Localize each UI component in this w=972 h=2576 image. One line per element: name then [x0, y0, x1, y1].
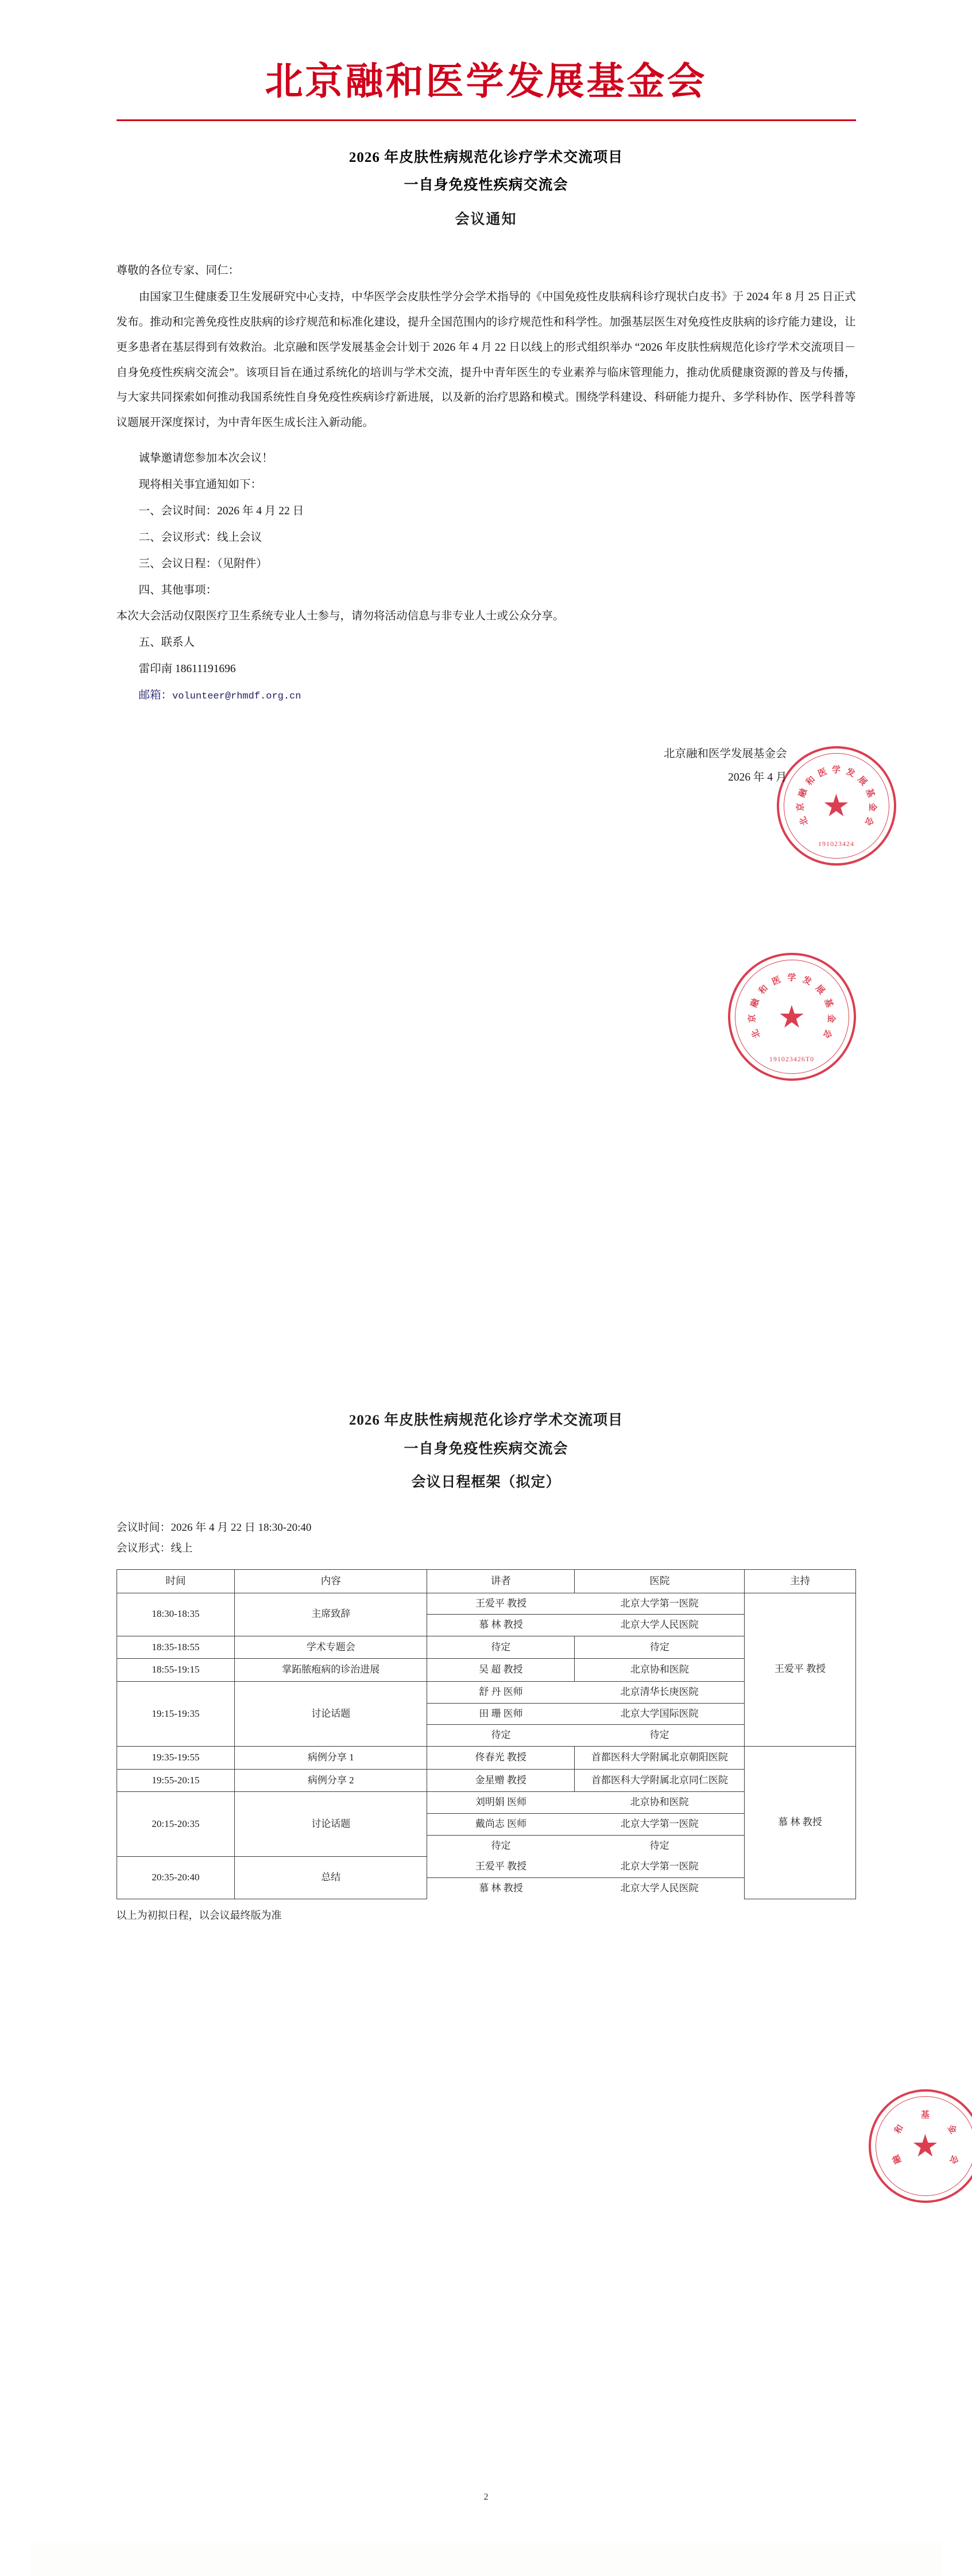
page-two [30, 1251, 942, 2543]
cell-speaker-item: 慕 林 教授 [479, 1882, 523, 1894]
cell-hospital-item: 北京大学第一医院 [575, 1593, 745, 1615]
cell-topic: 讨论话题 [235, 1792, 427, 1856]
cell-hospital-item: 北京大学人民医院 [620, 1882, 699, 1894]
cell-speaker-item: 田 珊 医师 [427, 1703, 575, 1725]
agenda-table [117, 1569, 856, 1899]
header-divider [117, 119, 856, 121]
agenda-item-4-text: 本次大会活动仅限医疗卫生系统专业人士参与，请勿将活动信息与非专业人士或公众分享。 [116, 610, 564, 623]
cell-speaker: 待定 [427, 1636, 575, 1659]
agenda-subtitle: 会议日程框架（拟定） [411, 1475, 561, 1490]
agenda-item-4: 四、其他事项： [138, 584, 218, 596]
cell-hospital-item: 北京大学第一医院 [575, 1856, 745, 1877]
cell-speaker-item: 待定 [491, 1840, 511, 1851]
cell-time: 18:35-18:55 [117, 1636, 235, 1659]
cell-speaker-item: 王爱平 教授 [427, 1856, 575, 1877]
letter-body [117, 258, 856, 708]
agenda-item-2: 二、会议形式：线上会议 [138, 531, 262, 544]
cell-speaker [427, 1856, 575, 1899]
meeting-time: 会议时间：2026 年 4 月 22 日 18:30-20:40 [116, 1522, 312, 1534]
cell-speaker-item: 舒 丹 医师 [427, 1682, 575, 1703]
contact-person: 雷印南 18611191696 [138, 663, 236, 676]
document-subtitle: 会议通知 [455, 212, 517, 227]
cell-chair: 慕 林 教授 [745, 1747, 855, 1899]
cell-speaker [427, 1792, 575, 1856]
notice-line: 现将相关事宜通知如下： [138, 479, 262, 491]
agenda-table-body [117, 1593, 855, 1899]
cell-hospital-item: 待定 [649, 1729, 669, 1741]
cell-topic: 学术专题会 [235, 1636, 427, 1659]
document-title-line-1: 2026 年皮肤性病规范化诊疗学术交流项目 [348, 150, 624, 165]
seal-code: 191023424 [818, 840, 854, 848]
signature-block [117, 743, 856, 790]
cell-hospital-item: 北京清华长庚医院 [575, 1682, 745, 1703]
meeting-form: 会议形式：线上 [116, 1542, 193, 1555]
cell-topic: 掌跖脓疱病的诊治进展 [235, 1659, 427, 1682]
cell-hospital: 待定 [575, 1636, 745, 1659]
cell-time: 19:55-20:15 [117, 1769, 235, 1792]
cell-time: 18:55-19:15 [117, 1659, 235, 1682]
table-row [117, 1593, 855, 1636]
header-hospital: 医院 [575, 1570, 745, 1593]
header-speaker: 讲者 [427, 1570, 575, 1593]
cell-time: 19:15-19:35 [117, 1682, 235, 1747]
letterhead [117, 34, 856, 109]
seal-arc-text: 北 京 融 和 医 学 发 展 基 金 会 [748, 973, 836, 1039]
cell-hospital [575, 1856, 745, 1899]
agenda-title [117, 1297, 856, 1464]
document-page [30, 0, 959, 2576]
cell-speaker: 佟春光 教授 [427, 1747, 575, 1770]
cell-hospital [575, 1593, 745, 1636]
cell-speaker-item: 戴尚志 医师 [427, 1813, 575, 1835]
agenda-item-3: 三、会议日程：（见附件） [138, 557, 268, 570]
signature-date: 2026 年 4 月 [728, 771, 787, 783]
cell-speaker-item: 待定 [491, 1729, 511, 1741]
cell-hospital-item: 北京大学人民医院 [620, 1619, 699, 1631]
document-title [117, 144, 856, 199]
cell-hospital: 首都医科大学附属北京同仁医院 [575, 1769, 745, 1792]
page-number: 2 [483, 2492, 489, 2502]
page-one [30, 0, 942, 1251]
cell-speaker: 吴 超 教授 [427, 1659, 575, 1682]
cell-speaker: 金星赠 教授 [427, 1769, 575, 1792]
cell-time: 19:35-19:55 [117, 1747, 235, 1770]
cell-time: 18:30-18:35 [117, 1593, 235, 1636]
organization-name: 北京融和医学发展基金会 [265, 61, 707, 103]
contact-email-line [117, 683, 856, 708]
seal-star-icon: ★ [822, 789, 850, 823]
cell-speaker-item: 刘明娟 医师 [427, 1792, 575, 1813]
signature-organization: 北京融和医学发展基金会 [663, 747, 787, 760]
cell-speaker-item: 慕 林 教授 [479, 1619, 523, 1631]
cell-speaker-item: 王爱平 教授 [427, 1593, 575, 1615]
seal-arc-text: 北 京 融 和 医 学 发 展 基 金 会 [796, 766, 877, 827]
table-row [117, 1747, 855, 1770]
cell-topic: 病例分享 2 [235, 1769, 427, 1792]
cell-hospital-item: 北京大学国际医院 [575, 1703, 745, 1725]
cell-hospital: 北京协和医院 [575, 1659, 745, 1682]
cell-time: 20:35-20:40 [117, 1856, 235, 1899]
seal-arc-text: 融 和 基 金 会 [891, 2111, 959, 2166]
meeting-meta [117, 1518, 856, 1559]
table-header-row [117, 1570, 855, 1593]
body-paragraph-1: 由国家卫生健康委卫生发展研究中心支持，中华医学会皮肤性学分会学术指导的《中国免疫性皮肤病科诊疗现状白皮书》于 2024 年 8 月 25 日正式发布。推动和完善免疫性皮肤病的诊疗规范和标准化建设，提升全国范围内的诊疗规范性和科学性。加强基层医生对免疫性皮肤病的诊疗能力建设，让更多患者在基层得到有效救治。北京融和医学发展基金会计划于 2026 年 4 月 22 日以线上的形式组织举办 “2026 年皮肤性病规范化诊疗学术交流项目－自身免疫性疾病交流会”。该项目旨在通过系统化的培训与学术交流，提升中青年医生的专业素养与临床管理能力，推动优质健康资源的普及与传播，与大家共同探索如何推动我国系统性自身免疫性疾病诊疗新进展，以及新的治疗思路和模式。围绕学科建设、科研能力提升、多学科协作、医学科普等议题展开深度探讨，为中青年医生成长注入新动能。 [116, 290, 856, 429]
cell-hospital-item: 北京协和医院 [575, 1792, 745, 1813]
seal-star-icon: ★ [911, 2129, 939, 2163]
cell-time: 20:15-20:35 [117, 1792, 235, 1856]
seal-code: 191023426T0 [769, 1055, 815, 1063]
cell-topic: 主席致辞 [235, 1593, 427, 1636]
agenda-item-5: 五、联系人 [138, 637, 195, 649]
cell-topic: 病例分享 1 [235, 1747, 427, 1770]
cell-hospital [575, 1792, 745, 1856]
seal-star-icon: ★ [777, 999, 806, 1034]
agenda-item-1: 一、会议时间：2026 年 4 月 22 日 [138, 505, 304, 517]
header-time: 时间 [117, 1570, 235, 1593]
cell-hospital [575, 1682, 745, 1747]
header-chair: 主持 [745, 1570, 855, 1593]
cell-hospital-item: 北京大学第一医院 [575, 1813, 745, 1835]
agenda-title-line-1: 2026 年皮肤性病规范化诊疗学术交流项目 [348, 1413, 624, 1428]
document-title-line-2: 一自身免疫性疾病交流会 [404, 177, 568, 193]
email-address: volunteer@rhmdf.org.cn [172, 691, 301, 702]
email-label: 邮箱： [138, 689, 173, 701]
cell-hospital-item: 待定 [649, 1840, 669, 1851]
salutation: 尊敬的各位专家、同仁： [116, 265, 240, 277]
cell-speaker [427, 1593, 575, 1636]
agenda-title-line-2: 一自身免疫性疾病交流会 [404, 1441, 568, 1457]
invitation-line: 诚挚邀请您参加本次会议！ [138, 452, 273, 465]
cell-topic: 总结 [235, 1856, 427, 1899]
agenda-note: 以上为初拟日程，以会议最终版为准 [116, 1910, 282, 1922]
cell-chair: 王爱平 教授 [745, 1593, 855, 1746]
cell-hospital: 首都医科大学附属北京朝阳医院 [575, 1747, 745, 1770]
cell-speaker [427, 1682, 575, 1747]
header-topic: 内容 [235, 1570, 427, 1593]
cell-topic: 讨论话题 [235, 1682, 427, 1747]
